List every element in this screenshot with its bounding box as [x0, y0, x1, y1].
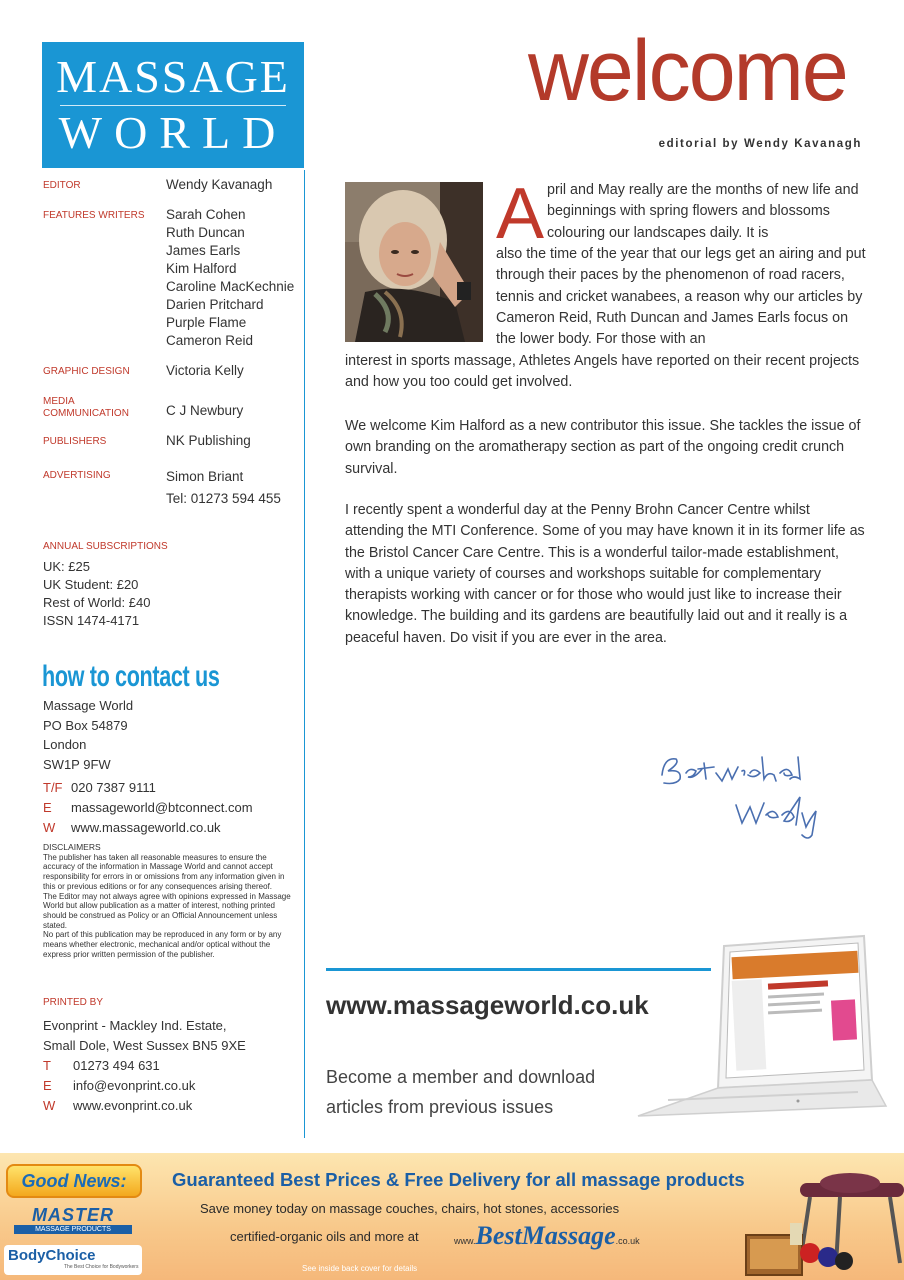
banner-url[interactable]: www.BestMassage.co.uk	[454, 1221, 640, 1250]
contact-details	[43, 778, 253, 838]
credits-list	[43, 176, 303, 522]
article-paragraph-1b: also the time of the year that our legs get an airing and put through their paces by the phenomenon of road racers, tennis and cricket wanabees, a reason why our articles by Cameron Reid, Ruth Duncan and James Earls focus on the lower body. For those with an	[496, 246, 866, 348]
printer-email[interactable]: E info@evonprint.co.uk	[43, 1078, 196, 1093]
logo-line1: MASSAGE	[56, 51, 290, 102]
credit-features-writers: FEATURES WRITERS Sarah Cohen Ruth Duncan James Earls Kim Halford Caroline MacKechnie Darien Pritchard Purple Flame Cameron Reid	[43, 207, 295, 348]
printer-info: PRINTED BY Evonprint - Mackley Ind. Estate, Small Dole, West Sussex BN5 9XE T 01273 494 631 E info@evonprint.co.uk W www.evonprint.co.uk	[43, 996, 246, 1116]
banner-headline: Guaranteed Best Prices & Free Delivery for all massage products	[172, 1169, 745, 1190]
credit-editor: EDITOR Wendy Kavanagh	[43, 177, 273, 192]
editor-photo	[345, 182, 483, 342]
credit-publishers: PUBLISHERS NK Publishing	[43, 433, 251, 448]
contact-email[interactable]: E massageworld@btconnect.com	[43, 800, 253, 815]
article-paragraph-1a: pril and May really are the months of new life and beginnings with spring flowers and blossoms colouring our landscapes daily. It is	[547, 182, 859, 241]
credit-media-communication: MEDIA COMMUNICATION C J Newbury	[43, 396, 244, 419]
laptop-image	[628, 930, 890, 1120]
master-logo: MASTER MASSAGE PRODUCTS	[14, 1205, 132, 1235]
disclaimers: DISCLAIMERS The publisher has taken all reasonable measures to ensure the accuracy of the information in Massage World and cannot accept responsibility for errors in or omissions from any information given in this or previous editions or for any consequences arising thereof. The Editor may not always agree with opinions expressed in Massage World but allow publication as a matter of interest, nothing printed should be construed as Policy or an Official Announcement unless stated. No part of this publication may be reproduced in any form or by any means whether electronic, mechanical and/or optical without the express prior written permission of the publisher.	[43, 842, 291, 959]
subscriptions: ANNUAL SUBSCRIPTIONS UK: £25 UK Student: £20 Rest of World: £40 ISSN 1474-4171	[43, 541, 168, 628]
editor-signature	[650, 745, 850, 845]
advert-banner[interactable]	[0, 1153, 904, 1280]
contact-phone: T/F 020 7387 9111	[43, 780, 156, 795]
article-paragraph-3: I recently spent a wonderful day at the Penny Brohn Cancer Centre whilst attending the MTI Conference. Some of you may have known it in its former life as the Bristol Cancer Care Centre. This is a wonderful tailor-made establishment, with a unique variety of courses and workshops suitable for complementary therapists working with cancer or for those who would just like to increase their knowledge. The building and its gardens are beautifully laid out and it really is a peaceful haven. Do visit if you are ever in the area.	[345, 502, 865, 646]
credit-advertising: ADVERTISING Simon Briant Tel: 01273 594 455	[43, 469, 281, 506]
page-title: welcome	[528, 23, 847, 119]
promo-text: Become a member and download articles from previous issues	[326, 1067, 596, 1117]
products-image	[740, 1153, 904, 1280]
logo-divider	[60, 105, 286, 106]
byline: editorial by Wendy Kavanagh	[658, 138, 862, 150]
contact-website[interactable]: W www.massageworld.co.uk	[43, 820, 221, 835]
good-news-badge: Good News:	[6, 1164, 142, 1198]
banner-line1: Save money today on massage couches, chairs, hot stones, accessories	[200, 1201, 620, 1216]
banner-line2: certified-organic oils and more at	[230, 1229, 419, 1244]
logo-line2: WORLD	[58, 107, 288, 158]
column-divider	[304, 170, 305, 1138]
postal-address: Massage World PO Box 54879 London SW1P 9FW	[43, 698, 134, 772]
article-paragraph-2: We welcome Kim Halford as a new contributor this issue. She tackles the issue of own branding on the aromatherapy section as part of the ongoing credit crunch survival.	[345, 418, 861, 477]
printer-phone: T 01273 494 631	[43, 1058, 160, 1073]
banner-footnote: See inside back cover for details	[302, 1264, 418, 1273]
credit-graphic-design: GRAPHIC DESIGN Victoria Kelly	[43, 363, 244, 378]
contact-heading: how to contact us	[42, 660, 220, 693]
bodychoice-logo: BodyChoice The Best Choice for Bodyworkers	[4, 1245, 142, 1275]
drop-cap: A	[496, 174, 545, 254]
masthead-logo	[42, 42, 304, 168]
article-paragraph-1c: interest in sports massage, Athletes Angels have reported on their recent projects and how you too could get involved.	[345, 353, 860, 391]
printer-website[interactable]: W www.evonprint.co.uk	[43, 1098, 193, 1113]
website-link[interactable]: www.massageworld.co.uk	[326, 990, 649, 1020]
